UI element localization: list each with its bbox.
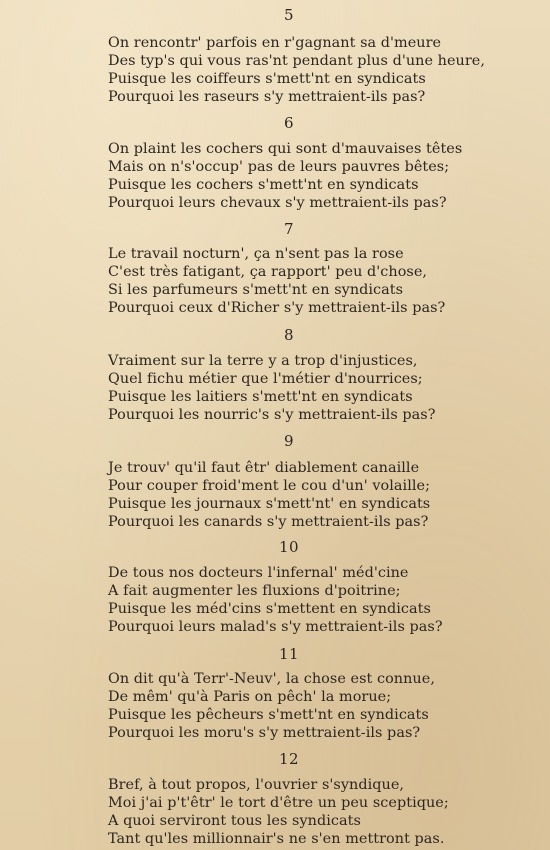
- verse-line: Pourquoi leurs chevaux s'y mettraient-ils pas?: [108, 195, 447, 211]
- verse-line: Pourquoi les canards s'y mettraient-ils pas?: [108, 514, 429, 530]
- verse-line: Mais on n's'occup' pas de leurs pauvres bêtes;: [108, 159, 450, 175]
- verse-line: Puisque les laitiers s'mett'nt en syndicats: [108, 389, 413, 405]
- verse-line: On plaint les cochers qui sont d'mauvaises têtes: [108, 141, 463, 157]
- verse-line: Tant qu'les millionnair's ne s'en mettront pas.: [108, 831, 445, 847]
- stanza-number: 7: [283, 220, 295, 238]
- stanza-number: 11: [278, 645, 300, 663]
- verse-line: Quel fichu métier que l'métier d'nourrices;: [108, 371, 423, 387]
- stanza-number: 8: [283, 326, 295, 344]
- verse-line: A fait augmenter les fluxions d'poitrine;: [108, 583, 401, 599]
- verse-line: Puisque les cochers s'mett'nt en syndicats: [108, 177, 419, 193]
- verse-line: Puisque les méd'cins s'mettent en syndicats: [108, 601, 431, 617]
- verse-line: Des typ's qui vous ras'nt pendant plus d'une heure,: [108, 53, 485, 69]
- stanza-number: 5: [283, 6, 295, 24]
- verse-line: C'est très fatigant, ça rapport' peu d'chose,: [108, 264, 428, 280]
- verse-line: A quoi serviront tous les syndicats: [108, 813, 361, 829]
- verse-line: Bref, à tout propos, l'ouvrier s'syndique,: [108, 777, 405, 793]
- stanza-number: 9: [283, 432, 295, 450]
- verse-line: Je trouv' qu'il faut êtr' diablement canaille: [108, 460, 420, 476]
- verse-line: Si les parfumeurs s'mett'nt en syndicats: [108, 282, 404, 298]
- verse-line: Puisque les journaux s'mett'nt' en syndicats: [108, 496, 431, 512]
- verse-line: On rencontr' parfois en r'gagnant sa d'meure: [108, 35, 442, 51]
- verse-line: De mêm' qu'à Paris on pêch' la morue;: [108, 689, 392, 705]
- verse-line: Moi j'ai p't'êtr' le tort d'être un peu sceptique;: [108, 795, 449, 811]
- stanza-number: 6: [283, 114, 295, 132]
- verse-line: Pourquoi les nourric's s'y mettraient-ils pas?: [108, 407, 436, 423]
- verse-line: Pour couper froid'ment le cou d'un' volaille;: [108, 478, 430, 494]
- stanza-number: 10: [278, 538, 300, 556]
- verse-line: Pourquoi leurs malad's s'y mettraient-ils pas?: [108, 619, 443, 635]
- verse-line: Puisque les pêcheurs s'mett'nt en syndicats: [108, 707, 429, 723]
- verse-line: Le travail nocturn', ça n'sent pas la rose: [108, 246, 404, 262]
- verse-line: Puisque les coiffeurs s'mett'nt en syndicats: [108, 71, 426, 87]
- verse-line: Vraiment sur la terre y a trop d'injustices,: [108, 353, 418, 369]
- stanza-number: 12: [278, 750, 300, 768]
- verse-line: On dit qu'à Terr'-Neuv', la chose est connue,: [108, 671, 435, 687]
- verse-line: Pourquoi les raseurs s'y mettraient-ils pas?: [108, 89, 426, 105]
- verse-line: Pourquoi ceux d'Richer s'y mettraient-ils pas?: [108, 300, 446, 316]
- verse-line: De tous nos docteurs l'infernal' méd'cine: [108, 565, 409, 581]
- verse-line: Pourquoi les moru's s'y mettraient-ils pas?: [108, 725, 421, 741]
